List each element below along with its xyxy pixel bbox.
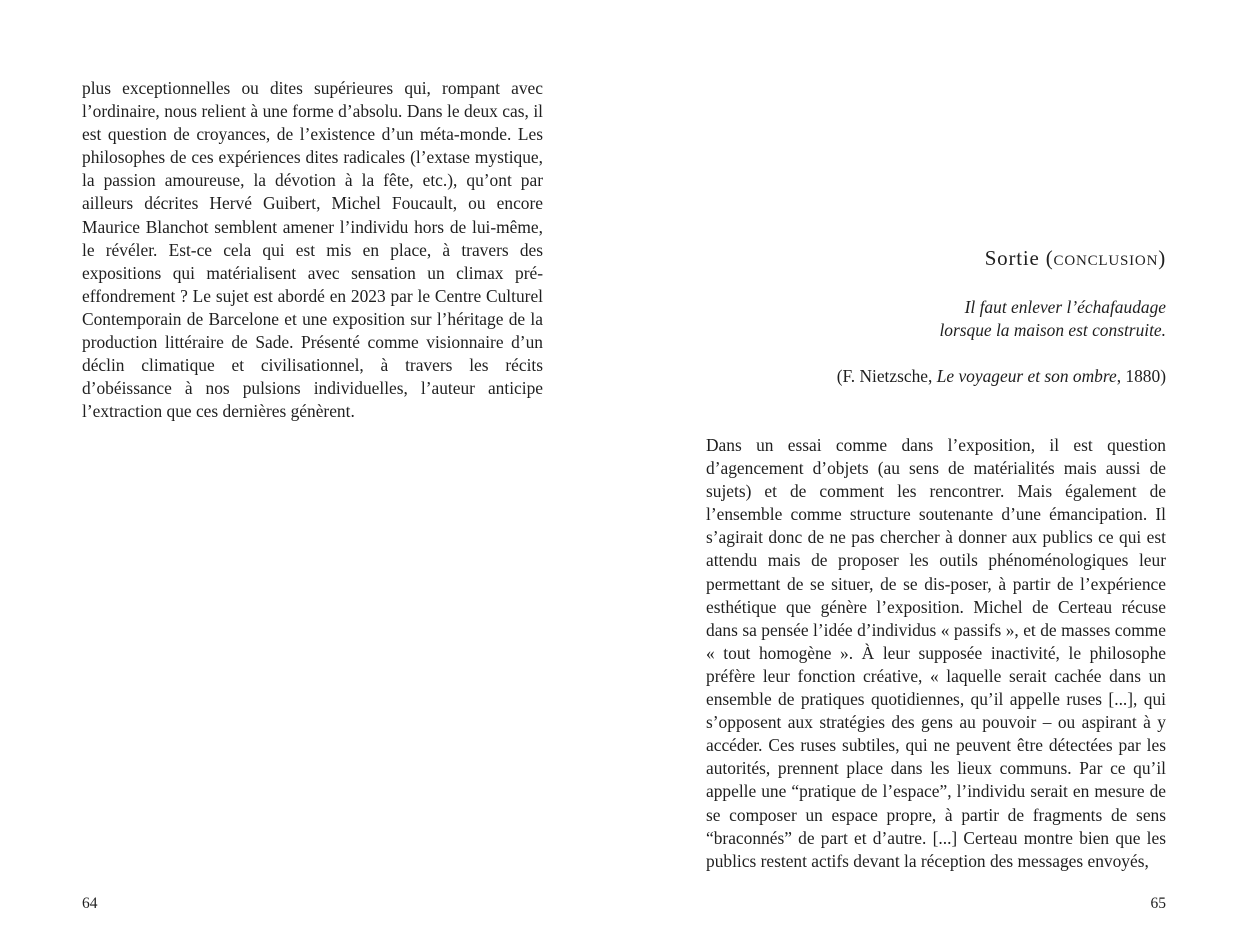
heading-parenthetical: (conclusion) <box>1045 246 1166 270</box>
left-page-number: 64 <box>82 895 98 912</box>
right-page-number: 65 <box>1150 895 1166 912</box>
section-heading <box>985 246 1166 271</box>
epigraph-line-1: Il faut enlever l’échafaudage <box>964 297 1166 317</box>
right-body-text: Dans un essai comme dans l’exposition, il est question d’agencement d’objets (au sens de matérialités mais aussi de sujets) et de comment les rencontrer. Mais également de l’ensemble comme structure soutenante d’une émancipation. Il s’agirait donc de ne pas chercher à donner aux publics ce qui est attendu mais de proposer les outils phénoménologiques leur permettant de se situer, de se dis-poser, à partir de l’expérience esthétique que génère l’exposition. Michel de Certeau récuse dans sa pensée l’idée d’individus « passifs », et de masses comme « tout homogène ». À leur supposée inactivité, le philosophe préfère leur fonction créative, « laquelle serait cachée dans un ensemble de pratiques quotidiennes, qu’il appelle ruses [...], qui s’opposent aux stratégies des gens au pouvoir – ou aspirant à y accéder. Ces ruses subtiles, qui ne peuvent être détectées par les autorités, prennent place dans les lieux communs. Par ce qu’il appelle une “pratique de l’espace”, l’individu serait en mesure de se composer un espace propre, à partir de fragments de sens “braconnés” de part et d’autre. [...] Certeau montre bien que les publics restent actifs devant la réception des messages envoyés, <box>706 435 1166 871</box>
attribution-work-title: Le voyageur et son ombre <box>936 366 1117 386</box>
right-page <box>706 0 1166 949</box>
attribution-close: , 1880) <box>1116 366 1166 386</box>
epigraph-attribution <box>837 365 1166 388</box>
epigraph-line-2: lorsque la maison est construite. <box>939 320 1166 341</box>
left-body-text: plus exceptionnelles ou dites supérieures qui, rompant avec l’ordinaire, nous relient à une forme d’absolu. Dans le deux cas, il est question de croyances, de l’existence d’un méta-monde. Les philosophes de ces expériences dites radicales (l’extase mystique, la passion amoureuse, la dévotion à la fête, etc.), qu’ont par ailleurs décrites Hervé Guibert, Michel Foucault, ou encore Maurice Blanchot semblent amener l’individu hors de lui-même, le révéler. Est-ce cela qui est mis en place, à travers des expositions qui matérialisent avec sensation un climax pré-effondrement ? Le sujet est abordé en 2023 par le Centre Culturel Contemporain de Barcelone et une exposition sur l’héritage de la production littéraire de Sade. Présenté comme visionnaire d’un déclin climatique et civilisationnel, à travers les récits d’obéissance à nos pulsions individuelles, l’auteur anticipe l’extraction que ces dernières génèrent. <box>82 78 543 422</box>
attribution-open: (F. Nietzsche, <box>836 366 937 386</box>
heading-word: Sortie <box>984 246 1040 270</box>
left-page <box>82 0 543 949</box>
epigraph <box>939 296 1166 343</box>
